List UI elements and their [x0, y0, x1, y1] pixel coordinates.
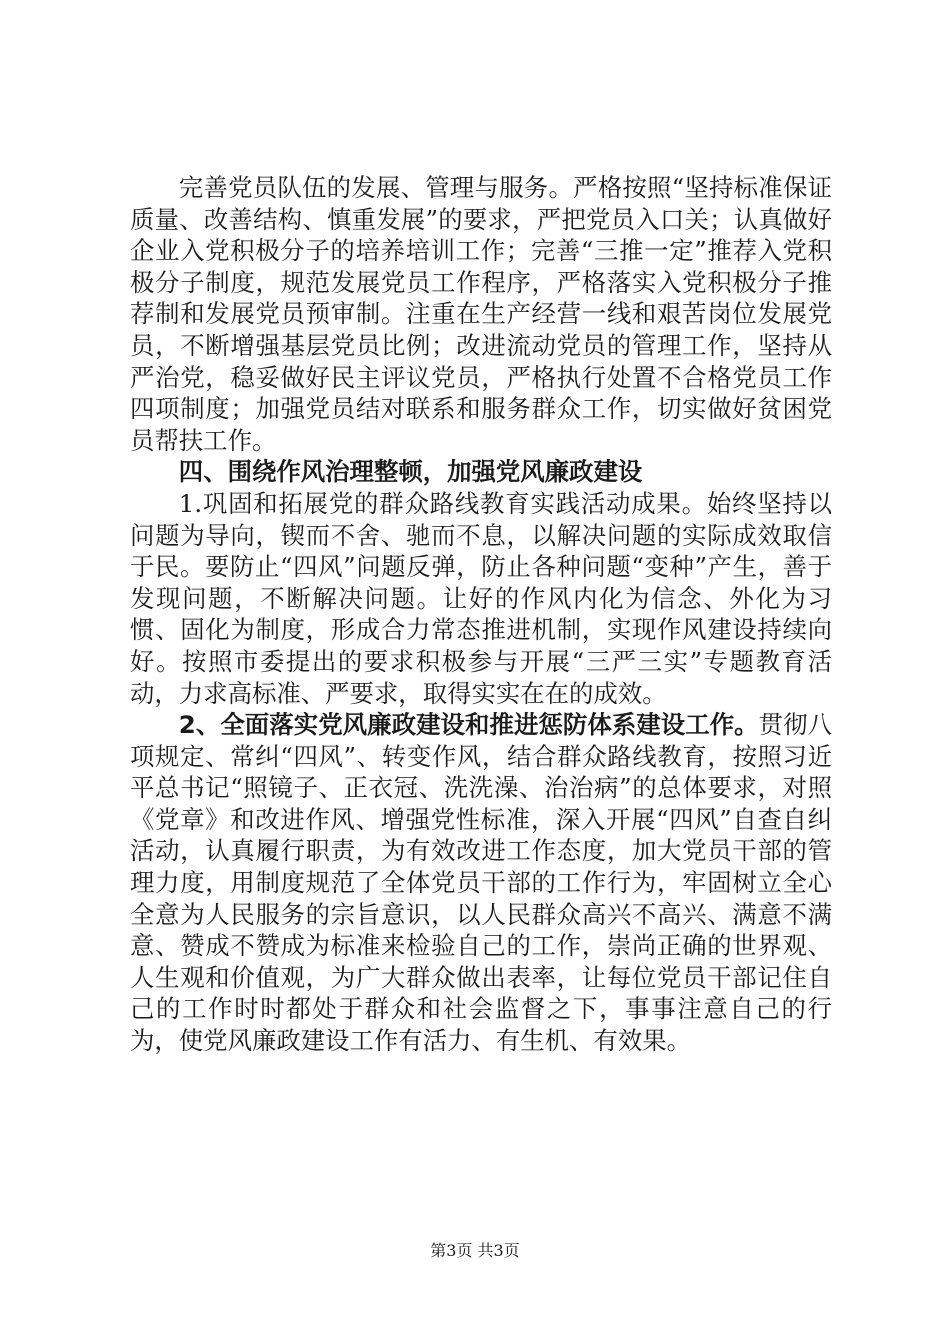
paragraph-lead-sentence: 2、全面落实党风廉政建设和推进惩防体系建设工作。 [178, 710, 759, 740]
paragraph-clean-governance [130, 709, 832, 1057]
section-heading-4: 四、围绕作风治理整顿，加强党风廉政建设 [178, 457, 643, 487]
document-body [130, 172, 832, 1057]
paragraph-body-text: 贯彻八项规定、常纠“四风”、转变作风，结合群众路线教育，按照习近平总书记“照镜子、正衣冠、洗洗澡、治治病”的总体要求，对照《党章》和改进作风、增强党性标准，深入开展“四风”自查自纠活动，认真履行职责，为有效改进工作态度，加大党员干部的管理力度，用制度规范了全体党员干部的工作行为，牢固树立全心全意为人民服务的宗旨意识，以人民群众高兴不高兴、满意不满意、赞成不赞成为标准来检验自己的工作，崇尚正确的世界观、人生观和价值观，为广大群众做出表率，让每位党员干部记住自己的工作时时都处于群众和社会监督之下，事事注意自己的行为，使党风廉政建设工作有活力、有生机、有效果。 [130, 710, 832, 1056]
page-number-footer: 第3页 共3页 [430, 1241, 520, 1260]
paragraph-mass-line-education: 1.巩固和拓展党的群众路线教育实践活动成果。始终坚持以问题为导向，锲而不舍、驰而不息，以解决问题的实际成效取信于民。要防止“四风”问题反弹，防止各种问题“变种”产生，善于发现问题，不断解决问题。让好的作风内化为信念、外化为习惯、固化为制度，形成合力常态推进机制，实现作风建设持续向好。按照市委提出的要求积极参与开展“三严三实”专题教育活动，力求高标准、严要求，取得实实在在的成效。 [130, 488, 832, 708]
paragraph-party-member-development: 完善党员队伍的发展、管理与服务。严格按照“坚持标准保证质量、改善结构、慎重发展”的要求，严把党员入口关；认真做好企业入党积极分子的培养培训工作；完善“三推一定”推荐入党积极分子制度，规范发展党员工作程序，严格落实入党积极分子推荐制和发展党员预审制。注重在生产经营一线和艰苦岗位发展党员，不断增强基层党员比例；改进流动党员的管理工作，坚持从严治党，稳妥做好民主评议党员，严格执行处置不合格党员工作四项制度；加强党员结对联系和服务群众工作，切实做好贫困党员帮扶工作。 [130, 173, 832, 455]
